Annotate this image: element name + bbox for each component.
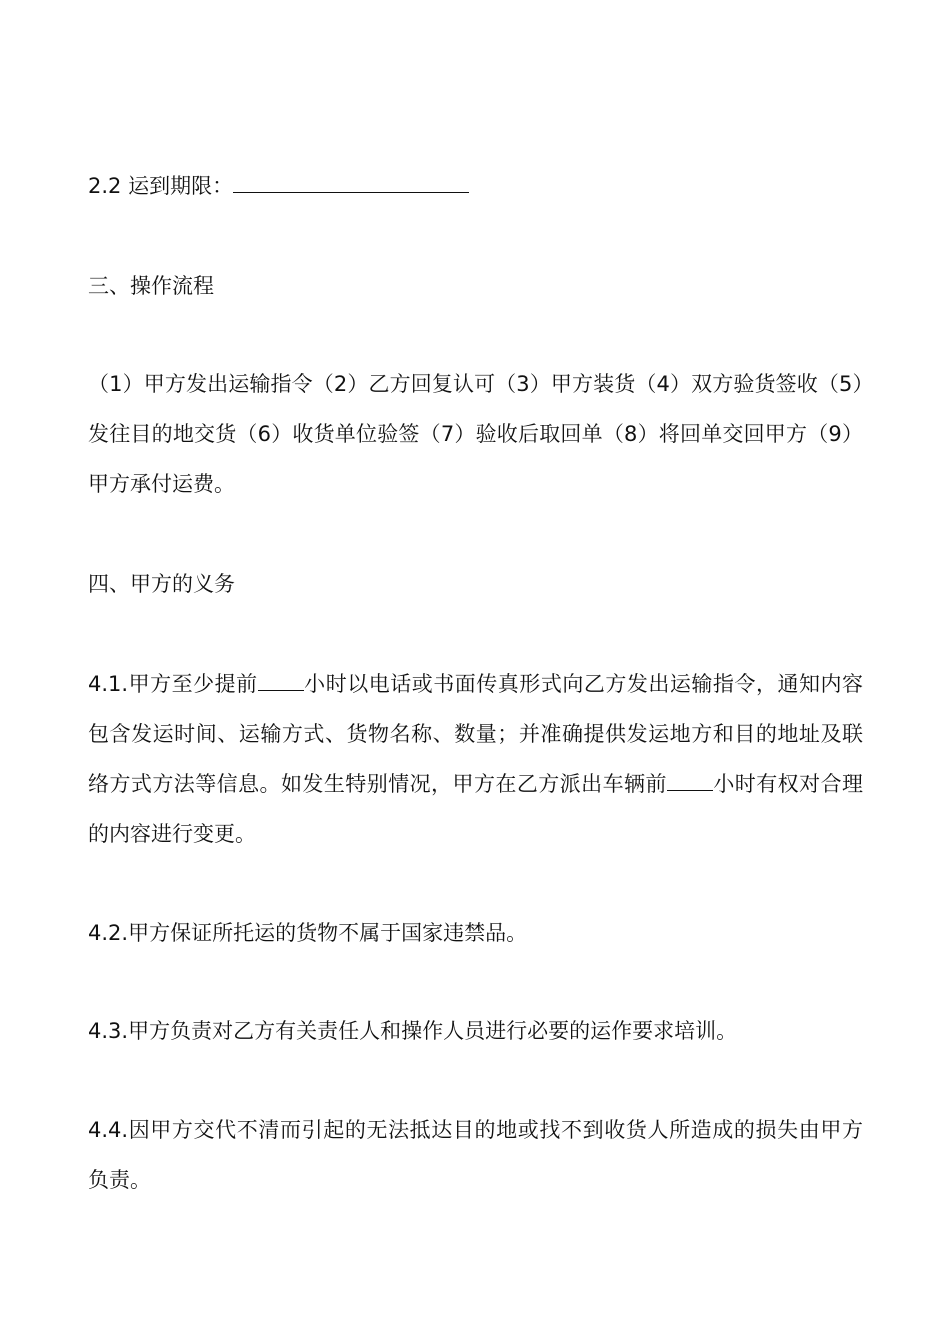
section-3-heading: 三、操作流程 [88,274,214,298]
clause-4-1-part3: 小时有权对合理的内容进行变更。 [88,772,864,846]
section-4-heading: 四、甲方的义务 [88,572,235,596]
clause-4-1-blank-hours [258,689,304,691]
term-2-2 [88,161,863,211]
clause-4-1-part2: 小时以电话或书面传真形式向乙方发出运输指令，通知内容包含发运时间、运输方式、货物名称、数量；并准确提供发运地方和目的地址及联络方式方法等信息。如发生特别情况，甲方在乙方派出车辆前 [88,672,864,796]
term-2-2-label: 2.2 运到期限： [88,174,234,198]
clause-4-1 [88,659,863,859]
clause-4-3: 4.3.甲方负责对乙方有关责任人和操作人员进行必要的运作要求培训。 [88,1019,738,1043]
section-3-body: （1）甲方发出运输指令（2）乙方回复认可（3）甲方装货（4）双方验货签收（5）发往目的地交货（6）收货单位验签（7）验收后取回单（8）将回单交回甲方（9）甲方承付运费。 [88,372,863,496]
clause-4-2: 4.2.甲方保证所托运的货物不属于国家违禁品。 [88,921,528,945]
clause-4-1-part1: 4.1.甲方至少提前 [88,672,258,696]
term-2-2-blank [233,191,469,193]
clause-4-1-blank-change-hours [667,789,713,791]
clause-4-4: 4.4.因甲方交代不清而引起的无法抵达目的地或找不到收货人所造成的损失由甲方负责。 [88,1118,863,1192]
